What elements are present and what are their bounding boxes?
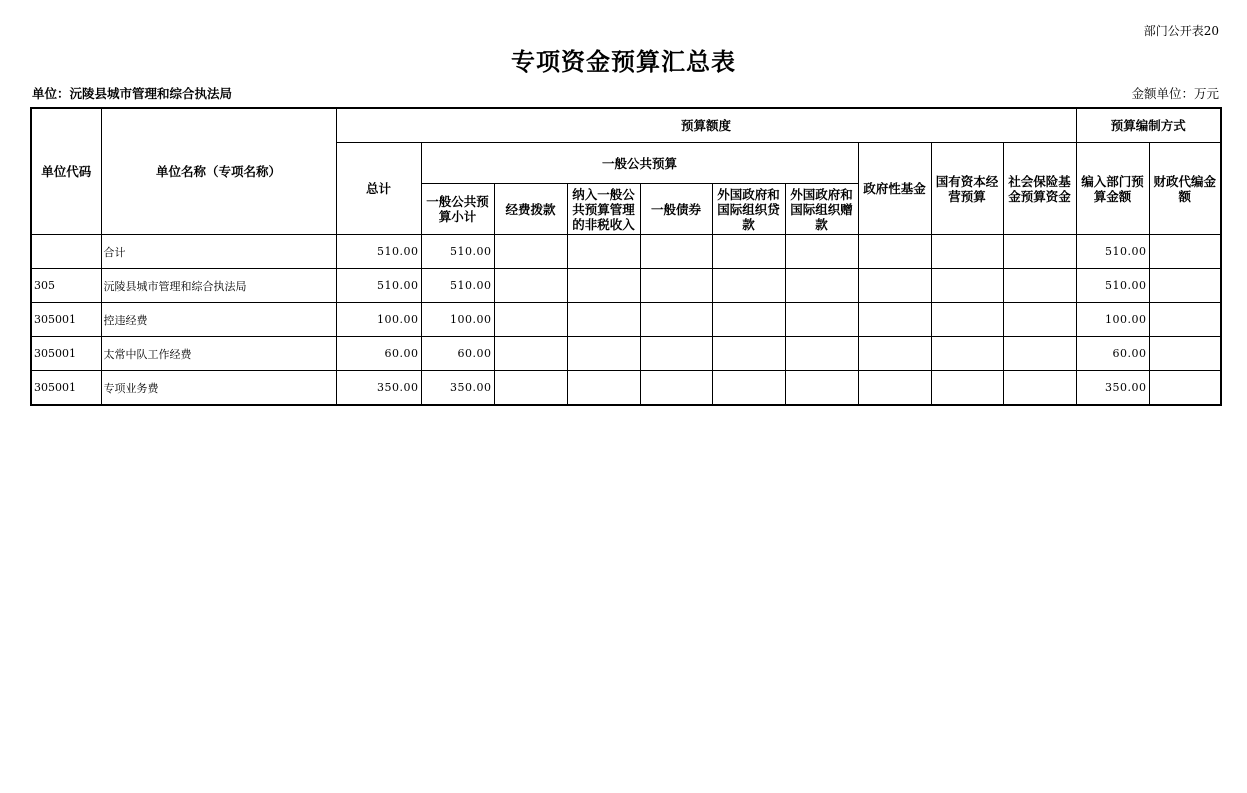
cell-empty <box>1003 235 1076 269</box>
header-non-tax-income: 纳入一般公共预算管理的非税收入 <box>567 184 640 235</box>
header-total: 总计 <box>336 143 421 235</box>
cell-empty <box>785 303 858 337</box>
cell-empty <box>931 303 1003 337</box>
cell-empty <box>1149 303 1221 337</box>
table-row <box>31 269 1221 303</box>
page-title: 专项资金预算汇总表 <box>511 47 736 76</box>
cell-empty <box>1003 337 1076 371</box>
cell-subtotal: 60.00 <box>421 337 494 371</box>
cell-dept-amount: 100.00 <box>1076 303 1149 337</box>
header-gpb-subtotal: 一般公共预算小计 <box>421 184 494 235</box>
header-foreign-grants: 外国政府和国际组织赠款 <box>785 184 858 235</box>
cell-empty <box>494 303 567 337</box>
header-foreign-loans: 外国政府和国际组织贷款 <box>712 184 785 235</box>
header-general-public-budget: 一般公共预算 <box>421 143 858 184</box>
cell-subtotal: 100.00 <box>421 303 494 337</box>
cell-empty <box>1003 303 1076 337</box>
cell-total: 510.00 <box>336 269 421 303</box>
cell-total: 510.00 <box>336 235 421 269</box>
cell-code <box>31 235 101 269</box>
cell-code: 305001 <box>31 371 101 406</box>
cell-code: 305001 <box>31 337 101 371</box>
cell-empty <box>712 371 785 406</box>
cell-empty <box>494 337 567 371</box>
cell-empty <box>1149 269 1221 303</box>
cell-name: 沅陵县城市管理和综合执法局 <box>101 269 336 303</box>
cell-empty <box>712 269 785 303</box>
cell-empty <box>567 371 640 406</box>
cell-code: 305001 <box>31 303 101 337</box>
cell-empty <box>640 235 712 269</box>
cell-empty <box>640 337 712 371</box>
cell-subtotal: 510.00 <box>421 235 494 269</box>
header-finance-amount: 财政代编金额 <box>1149 143 1221 235</box>
cell-total: 60.00 <box>336 337 421 371</box>
cell-empty <box>858 337 931 371</box>
cell-name: 合计 <box>101 235 336 269</box>
cell-empty <box>567 269 640 303</box>
table-row <box>31 235 1221 269</box>
cell-subtotal: 350.00 <box>421 371 494 406</box>
cell-name: 专项业务费 <box>101 371 336 406</box>
cell-empty <box>494 269 567 303</box>
table-row <box>31 337 1221 371</box>
unit-label: 单位：沅陵县城市管理和综合执法局 <box>32 86 233 101</box>
cell-dept-amount: 510.00 <box>1076 235 1149 269</box>
cell-empty <box>858 371 931 406</box>
cell-empty <box>494 371 567 406</box>
cell-empty <box>1003 371 1076 406</box>
header-unit-name: 单位名称（专项名称） <box>101 108 336 235</box>
budget-table <box>30 107 1222 406</box>
cell-dept-amount: 60.00 <box>1076 337 1149 371</box>
cell-empty <box>785 269 858 303</box>
cell-empty <box>1003 269 1076 303</box>
cell-name: 太常中队工作经费 <box>101 337 336 371</box>
cell-empty <box>494 235 567 269</box>
cell-empty <box>640 303 712 337</box>
cell-empty <box>1149 337 1221 371</box>
cell-empty <box>567 303 640 337</box>
cell-empty <box>567 235 640 269</box>
cell-empty <box>1149 371 1221 406</box>
table-row <box>31 303 1221 337</box>
cell-empty <box>931 235 1003 269</box>
header-state-capital: 国有资本经营预算 <box>931 143 1003 235</box>
cell-empty <box>931 269 1003 303</box>
header-funding-allocation: 经费拨款 <box>494 184 567 235</box>
header-unit-code: 单位代码 <box>31 108 101 235</box>
cell-empty <box>712 337 785 371</box>
header-general-bonds: 一般债券 <box>640 184 712 235</box>
cell-empty <box>640 269 712 303</box>
cell-subtotal: 510.00 <box>421 269 494 303</box>
cell-dept-amount: 510.00 <box>1076 269 1149 303</box>
cell-empty <box>567 337 640 371</box>
cell-code: 305 <box>31 269 101 303</box>
cell-total: 350.00 <box>336 371 421 406</box>
cell-empty <box>858 303 931 337</box>
header-dept-amount: 编入部门预算金额 <box>1076 143 1149 235</box>
cell-empty <box>785 337 858 371</box>
cell-empty <box>712 235 785 269</box>
cell-empty <box>858 235 931 269</box>
cell-empty <box>712 303 785 337</box>
cell-dept-amount: 350.00 <box>1076 371 1149 406</box>
header-budget-quota: 预算额度 <box>336 108 1076 143</box>
cell-total: 100.00 <box>336 303 421 337</box>
cell-empty <box>785 371 858 406</box>
cell-empty <box>931 337 1003 371</box>
cell-empty <box>858 269 931 303</box>
amount-unit-label: 金额单位：万元 <box>1131 86 1219 101</box>
table-row <box>31 371 1221 406</box>
form-number: 部门公开表20 <box>1143 24 1219 38</box>
cell-name: 控违经费 <box>101 303 336 337</box>
cell-empty <box>931 371 1003 406</box>
header-social-insurance: 社会保险基金预算资金 <box>1003 143 1076 235</box>
cell-empty <box>640 371 712 406</box>
header-gov-fund: 政府性基金 <box>858 143 931 235</box>
cell-empty <box>785 235 858 269</box>
header-compile-method: 预算编制方式 <box>1076 108 1221 143</box>
cell-empty <box>1149 235 1221 269</box>
